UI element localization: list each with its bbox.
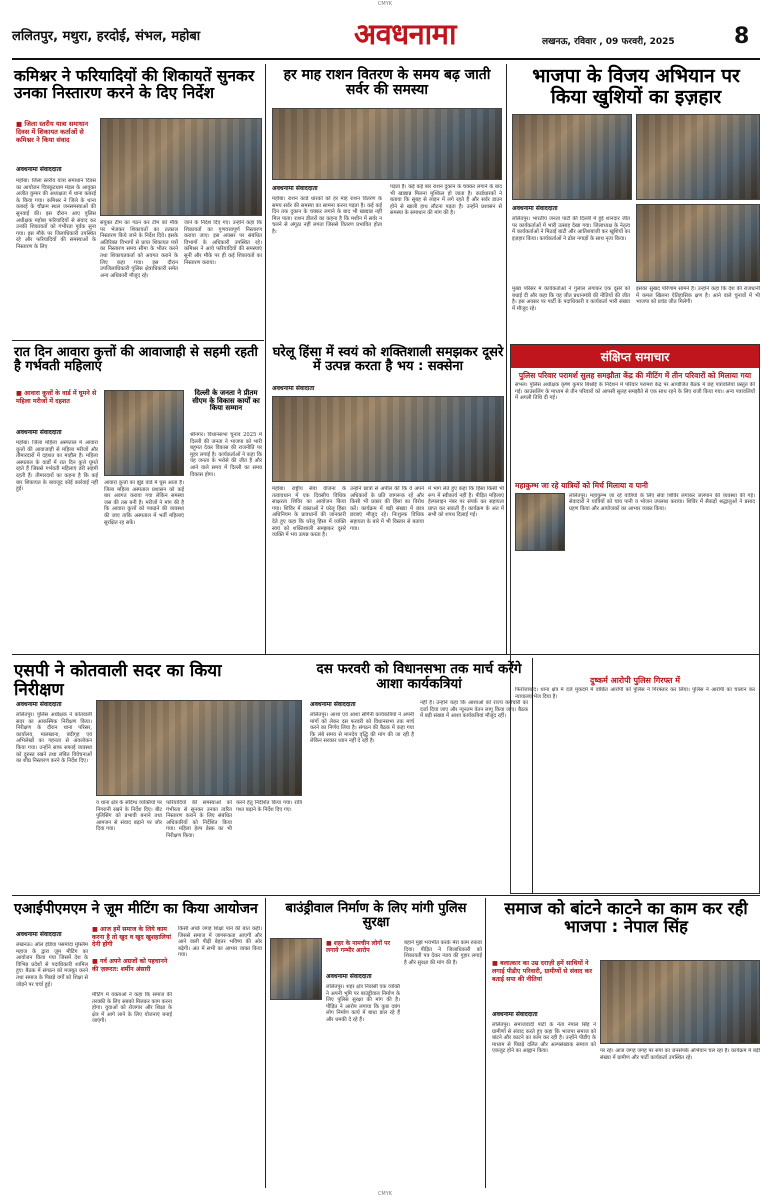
a3-body-col3: इसका सुखद परिणाम सामने है। उन्होंने कहा कि देश की राजधानी में कमल खिलना ऐतिहासिक क्षण है। आने वाले चुनावों में भी भाजपा को प्रचंड जीत मिलेगी। — [636, 286, 760, 306]
masthead — [12, 14, 760, 60]
a4-photo — [104, 390, 184, 476]
a10-kicker-text: शहर के नामचीन लोगों पर लगाये गम्भीर आरोप — [326, 940, 391, 955]
column-rule — [265, 64, 266, 654]
a1-body-col3: जाने के निर्देश दिए गए। उन्होंने कहा कि शिकायतों का गुणवत्तापूर्ण निस्तारण कराया जाए। इस अवसर पर संबंधित विभागों के अधिकारी उपस्थित रहे। कमिश्नर ने आये फरियादियों की समस्याएं सुनीं और मौके पर ही कई शिकायतों का निस्तारण कराया। — [184, 220, 262, 266]
a7-photo — [96, 700, 302, 796]
a5-headline: दिल्ली के जनता ने प्रीतम सीएम के विकास कार्यों का किया सम्मान — [192, 389, 260, 413]
a6-headline: घरेलू हिंसा में स्वयं को शक्तिशाली समझकर दूसरे में उत्पन्न करता है भय : सक्सेना — [272, 345, 504, 375]
column-rule — [265, 898, 266, 1188]
a5-body: श्रीनगर। विधानसभा चुनाव 2025 में दिल्ली की जनता ने भाजपा को भारी बहुमत देकर विकास की राजनीति पर मुहर लगाई है। कार्यकर्ताओं ने कहा कि यह जनता के भरोसे की जीत है और आने वाले समय में दिल्ली का समग्र विकास होगा। — [190, 432, 262, 478]
a10-kicker — [326, 940, 398, 955]
a2-body-col1: महोबा। राशन कार्ड धारकों को हर माह राशन वितरण के समय सर्वर की समस्या का सामना करना पड़ता है। कई कई दिन तक दुकान के चक्कर लगाने के बाद भी खाद्यान्न नहीं मिल पाता। राशन डीलरों का कहना है कि मशीन में सर्वर न चलने से अंगूठा नहीं लगता जिससे वितरण प्रभावित होता है। — [272, 196, 382, 235]
a2-headline: हर माह राशन वितरण के समय बढ़ जाती सर्वर की समस्या — [283, 67, 491, 99]
a9-kicker1 — [92, 926, 172, 949]
a4-byline: अवधनामा संवाददाता — [16, 429, 62, 436]
masthead-dateline: लखनऊ, रविवार , 09 फरवरी, 2025 — [542, 37, 675, 47]
a7-body-col4: करने हेतु निर्देशित किया गया। रात्रि गश्त बढ़ाने के निर्देश दिए गए। — [236, 800, 302, 813]
a1-headline: कमिश्नर ने फरियादियों की शिकायतें सुनकर उनका निस्तारण करने के दिए निर्देश — [14, 67, 255, 103]
a9-kicker2-text: गर्व अपने अग्रजों को पहचानने की ज़रूरत: शर्मीन अंसारी — [92, 958, 168, 973]
a9-byline-text: अवधनामा संवाददाता — [16, 931, 62, 938]
a3-headline: भाजपा के विजय अभियान पर किया खुशियों का इज़हार — [532, 65, 740, 108]
a7-headline: एसपी ने कोतवाली सदर का किया निरीक्षण — [14, 661, 222, 700]
page-number: 8 — [734, 24, 750, 49]
a1-body-col1: महोबा। जिला स्तरीय यात्रा समाधान दिवस का आयोजन चित्रकूटधाम मंडल के आयुक्त अजीत कुमार की अध्यक्षता में थाना कबरई के किया गया। कमिश्नर ने जिले के थाना कबरई के चौक्रम स्थल जनसमस्याओं की सुनवाई की। इस दौरान आए पुलिस अधीक्षक महोबा फरियादियों से संवाद कर उनकी शिकायतों को गंभीरता पूर्वक सुना गया। इस मौके पर जिलाधिकारी उपस्थित रहे और फरियादियों की समस्याओं के निस्तारण के लिए — [16, 178, 96, 250]
brief-b2: ललितपुर। महाकुम्भ जा रहे यात्रियों के लिए सेवा शिविर लगाकर जलपान की व्यवस्था की गई। सेवादारों ने यात्रियों को चाय पानी व भोजन उपलब्ध कराया। शिविर में सैकड़ों श्रद्धालुओं ने प्रसाद ग्रहण किया और आयोजकों का आभार व्यक्त किया। — [569, 492, 755, 512]
a4-body-col1: महोबा। जिला महिला अस्पताल में आवारा कुत्तों की आवाजाही से महिला मरीजों और तीमारदारों में दहशत का माहौल है। महिला अस्पताल के वार्डों में रात दिन कुत्ते घूमते रहते हैं जिससे गर्भवती महिलाएं डरी सहमी रहती हैं। तीमारदारों का कहना है कि कई बार शिकायत के बावजूद कोई कार्रवाई नहीं हुई। — [16, 440, 98, 493]
a10-photo — [270, 938, 322, 1000]
brief-b3: फिरोजाबाद। थाना क्षेत्र में दर्ज मुकदमे में वांछित आरोपी को पुलिस ने गिरफ्तार कर लिया। पुलिस ने आरोपी का चालान कर न्यायालय भेज दिया है। — [515, 687, 755, 700]
a9-body-col2: मीटिंग में वक्ताओं ने कहा कि समाज की तरक्की के लिए सबको मिलकर काम करना होगा। युवाओं को रोजगार और शिक्षा के क्षेत्र में आगे लाने के लिए योजनाएं बनाई जाएंगी। — [92, 992, 172, 1025]
brief-h3: दुष्कर्म आरोपी पुलिस गिरफ्त में — [589, 675, 681, 685]
a7-byline: अवधनामा संवाददाता — [16, 701, 62, 708]
a3-byline-visible — [512, 204, 558, 212]
column-rule — [485, 898, 486, 1188]
a11-photo — [600, 960, 760, 1044]
a2-byline: अवधनामा संवाददाता — [272, 185, 318, 192]
a10-headline: बाउंड्रीवाल निर्माण के लिए मांगी पुलिस सुरक्षा — [285, 901, 467, 931]
a8-body-col2: नहीं है। उन्होंने कहा कि आशाओं को राज्य कर्मचारी का दर्जा दिया जाए और न्यूनतम वेतन लागू किया जाए। बैठक में बड़ी संख्या में आशा कार्यकत्रियां मौजूद रहीं। — [420, 700, 528, 720]
a3-photo-3 — [636, 204, 760, 282]
a3-body-col2: मुख्य परिसर में कार्यकर्ताओं ने गुलाल लगाकर एक दूसरे को बधाई दी और कहा कि यह जीत प्रधानमंत्री की नीतियों की जीत है। इस अवसर पर पार्टी के पदाधिकारी व कार्यकर्ता भारी संख्या में मौजूद रहे। — [512, 286, 630, 312]
a3-byline-text: अवधनामा संवाददाता — [512, 205, 558, 212]
a2-body-col2: पड़ता है। कई कई बार राशन दुकान के चक्कर लगाने के बाद भी खाद्यान्न मिलना मुश्किल हो जाता है। कार्डधारकों ने बताया कि सुबह से लाइन में लगे रहते हैं और सर्वर डाउन होने से खाली हाथ लौटना पड़ता है। उन्होंने प्रशासन से समस्या के समाधान की मांग की है। — [390, 184, 502, 217]
brief-b1: संभल। पुलिस अधीक्षक कृष्ण कुमार बिश्नोई के निर्देशन में परिवार परामर्श केंद्र पर आयोजित बैठक में छह पत्रावलियां प्रस्तुत की गईं। काउंसलिंग के माध्यम से तीन परिवारों को आपसी सुलह समझौते से एक साथ रहने के लिए राजी किया गया। अन्य पत्रावलियों में अगली तिथि दी गई। — [515, 382, 755, 402]
a3-photo-2 — [636, 114, 760, 200]
a3-photo-1 — [512, 114, 632, 200]
section-rule — [12, 340, 264, 341]
brief-title: संक्षिप्त समाचार — [511, 345, 759, 368]
column-rule — [506, 64, 507, 654]
a8-byline: अवधनामा संवाददाता — [310, 701, 356, 708]
brief-photo — [515, 493, 565, 551]
a3-body-col1: ललितपुर। भारतीय जनता पार्टी की दिल्ली में हुई शानदार जीत पर कार्यकर्ताओं में भारी उत्साह देखा गया। जिलाध्यक्ष के नेतृत्व में कार्यकर्ताओं ने मिठाई बांटी और आतिशबाजी कर खुशियों का इज़हार किया। कार्यकर्ताओं ने ढोल नगाड़ों के साथ नृत्य किया। — [512, 216, 630, 242]
a9-body-col1: लखनऊ। ऑल इंडिया पसमांदा मुस्लिम महाज के द्वारा ज़ूम मीटिंग का आयोजन किया गया जिसमें देश के विभिन्न प्रदेशों से पदाधिकारी शामिल हुए। बैठक में संगठन को मजबूत करने तथा समाज के पिछड़े वर्गों को शिक्षा से जोड़ने पर चर्चा हुई। — [16, 942, 88, 988]
a10-body-col1: ललितपुर। शहर क्षेत्र निवासी एक व्यक्ति ने अपनी भूमि पर बाउंड्रीवाल निर्माण के लिए पुलिस सुरक्षा की मांग की है। पीड़ित ने आरोप लगाया कि कुछ दबंग लोग निर्माण कार्य में बाधा डाल रहे हैं और धमकी दे रहे हैं। — [326, 984, 400, 1023]
a1-byline: अवधनामा संवाददाता — [16, 166, 62, 173]
a11-headline: समाज को बांटने काटने का काम कर रही भाजपा : नेपाल सिंह — [504, 899, 748, 937]
a11-kicker-text: बलात्कार का उम्र दराज़ी हमें साथियों ने लगाई पीडीए परिवारी, ग्रामीणों से संवाद कर बताई सपा की नीतियां — [492, 960, 593, 983]
a7-body-col2: व थाना क्षेत्र के संदिग्ध व्यक्तियों पर निगरानी रखने के निर्देश दिए। बीट पुलिसिंग को प्रभावी बनाने तथा आमजन से संवाद बढ़ाने पर जोर दिया गया। — [96, 800, 162, 833]
a8-body-col1: ललितपुर। आशा एवं आशा संगिनी कार्यकत्रियों ने अपनी मांगों को लेकर दस फरवरी को विधानसभा तक मार्च करने का निर्णय लिया है। संगठन की बैठक में कहा गया कि लंबे समय से मानदेय वृद्धि की मांग की जा रही है लेकिन सरकार ध्यान नहीं दे रही है। — [310, 712, 414, 745]
a9-byline-visible — [16, 930, 62, 938]
a1-kicker — [16, 120, 96, 144]
masthead-logo-text: अवधनामा — [353, 17, 457, 51]
brief-box — [510, 344, 760, 894]
a9-kicker2 — [92, 958, 172, 973]
a6-byline: अवधनामा संवादाता — [272, 385, 315, 392]
a6-body-col1: महोबा। राष्ट्रीय सेवा योजना के तत्वावधान में एक दिवसीय विधिक साक्षरता शिविर का आयोजन किया गया। शिविर में वक्ताओं ने घरेलू हिंसा अधिनियम के प्रावधानों की जानकारी देते हुए कहा कि घरेलू हिंसा में व्यक्ति स्वयं को शक्तिशाली समझकर दूसरे व्यक्ति में भय उत्पन्न करता है। — [272, 486, 346, 539]
masthead-cities: ललितपुर, मथुरा, हरदोई, संभल, महोबा — [12, 29, 201, 44]
a6-body-col2: उन्होंने छात्रों से अपील की कि वे अपने अधिकारों के प्रति जागरूक रहें और किसी भी प्रकार की हिंसा का विरोध करें। कार्यक्रम में बड़ी संख्या में छात्र छात्राएं मौजूद रहे। निःशुल्क विधिक सहायता के बारे में भी विस्तार से बताया गया। — [350, 486, 424, 532]
a9-body-col3: किसी अच्छे जगह शिक्षा पाने की बात कही। जिससे समाज में जागरूकता आएगी और आने वाली पीढ़ी बेहतर भविष्य की ओर बढ़ेगी। अंत में सभी का आभार व्यक्त किया गया। — [178, 926, 262, 959]
a1-body-col2: संयुक्त टीम का गठन कर टीम को मौके पर भेजकर शिकायतों का तत्काल निस्तारण किये जाने के निर्देश दिये। इसके अतिरिक्त विभागों से प्राप्त शिकायत पत्रों का निस्तारण समय सीमा के भीतर करने तथा शिकायतकर्ता को अवगत कराने के लिए कहा गया। इस दौरान उपजिलाधिकारी पुलिस क्षेत्राधिकारी समेत अन्य अधिकारी मौजूद रहे। — [100, 220, 178, 279]
a6-body-col3: में भाग लेते हुए कहा कि हिंसा किसी भी रूप में स्वीकार्य नहीं है। पीड़ित महिलाएं हेल्पलाइन नंबर पर संपर्क कर सहायता प्राप्त कर सकती हैं। कार्यक्रम के अंत में सभी को शपथ दिलाई गई। — [428, 486, 504, 519]
brief-h1: पुलिस परिवार परामर्श सुलह समझौता केंद्र की मीटिंग में तीन परिवारों को मिलाया गया — [518, 371, 752, 380]
registration-mark-top: CMYK — [377, 1, 393, 7]
masthead-logo — [320, 14, 490, 54]
a11-byline: अवधनामा संवाददाता — [492, 1011, 538, 1018]
a4-kicker-text: आवारा कुत्तों के वार्ड में घूमने से महिला मरीजों में दहशत — [16, 390, 97, 405]
a11-body-col2: पर रहे। आज जगह जगह पर सपा का जनसंपर्क अभियान चल रहा है। कार्यक्रम में बड़ी संख्या में ग्रामीण और पार्टी कार्यकर्ता उपस्थित रहे। — [600, 1048, 760, 1061]
a10-byline: अवधनामा संवाददाता — [326, 973, 372, 980]
a6-photo — [272, 396, 504, 482]
a9-kicker1-text: आज हमें समाज के लिये काम करना है तो खुद व खुद खुशहालियां देनी होंगी — [92, 926, 171, 948]
a8-headline: दस फरवरी को विधानसभा तक मार्च करेंगे आशा कार्यकत्रियां — [316, 661, 522, 692]
a11-kicker — [492, 960, 596, 983]
a1-kicker-text: जिला स्तरीय यात्रा समाधान दिवस में शिकायत कर्ताओं से कमिश्नर ने किया संवाद — [16, 120, 89, 144]
a7-body-col1: ललितपुर। पुलिस अधीक्षक ने कोतवाली सदर का आकस्मिक निरीक्षण किया। निरीक्षण के दौरान थाना परिसर, कार्यालय, मालखाना, बंदीगृह एवं अभिलेखों का गहनता से अवलोकन किया गया। उन्होंने साफ सफाई व्यवस्था को दुरुस्त रखने तथा लंबित विवेचनाओं का शीघ्र निस्तारण करने के निर्देश दिए। — [16, 712, 92, 765]
a9-headline: एआईपीएमएम ने ज़ूम मीटिंग का किया आयोजन — [14, 901, 258, 917]
a4-kicker — [16, 390, 100, 406]
a4-body-col2: आवारा कुत्तों का झुंड वार्ड में घुस आता है। जिला महिला अस्पताल प्रशासन को कई बार अवगत कराया गया लेकिन समस्या जस की तस बनी है। मरीजों ने मांग की है कि आवारा कुत्तों को पकड़ने की व्यवस्था की जाए ताकि अस्पताल में भर्ती महिलाएं सुरक्षित रह सकें। — [104, 480, 184, 526]
a4-headline: रात दिन आवारा कुत्तों की आवाजाही से सहमी रहती है गर्भवती महिलाएं — [14, 345, 258, 375]
a10-body-col2: बहाने मुझे भयभीत करके मेरा काम रुकवा दिया। पीड़ित ने जिलाधिकारी को शिकायती पत्र देकर न्याय की गुहार लगाई है और सुरक्षा की मांग की है। — [404, 940, 482, 966]
a11-body-col1: ललितपुर। समाजवादी पार्टी के नेता नेपाल सिंह ने ग्रामीणों से संवाद करते हुए कहा कि भाजपा समाज को बांटने और काटने का काम कर रही है। उन्होंने पीडीए के माध्यम से पिछड़े दलित और अल्पसंख्यक समाज को एकजुट होने का आह्वान किया। — [492, 1022, 596, 1055]
a1-photo — [100, 118, 262, 216]
brief-h2: महाकुम्भ जा रहे यात्रियों को मिर्च मिलाया व पानी — [515, 481, 648, 491]
section-rule — [12, 895, 760, 896]
registration-mark-bottom: CMYK — [377, 1191, 393, 1197]
a2-photo — [272, 108, 502, 180]
a7-body-col3: फरियादियों की समस्याओं को गंभीरता से सुनकर उनका त्वरित निस्तारण कराने के लिए संबंधित अधिकारियों को निर्देशित किया गया। महिला हेल्प डेस्क का भी निरीक्षण किया। — [166, 800, 232, 839]
